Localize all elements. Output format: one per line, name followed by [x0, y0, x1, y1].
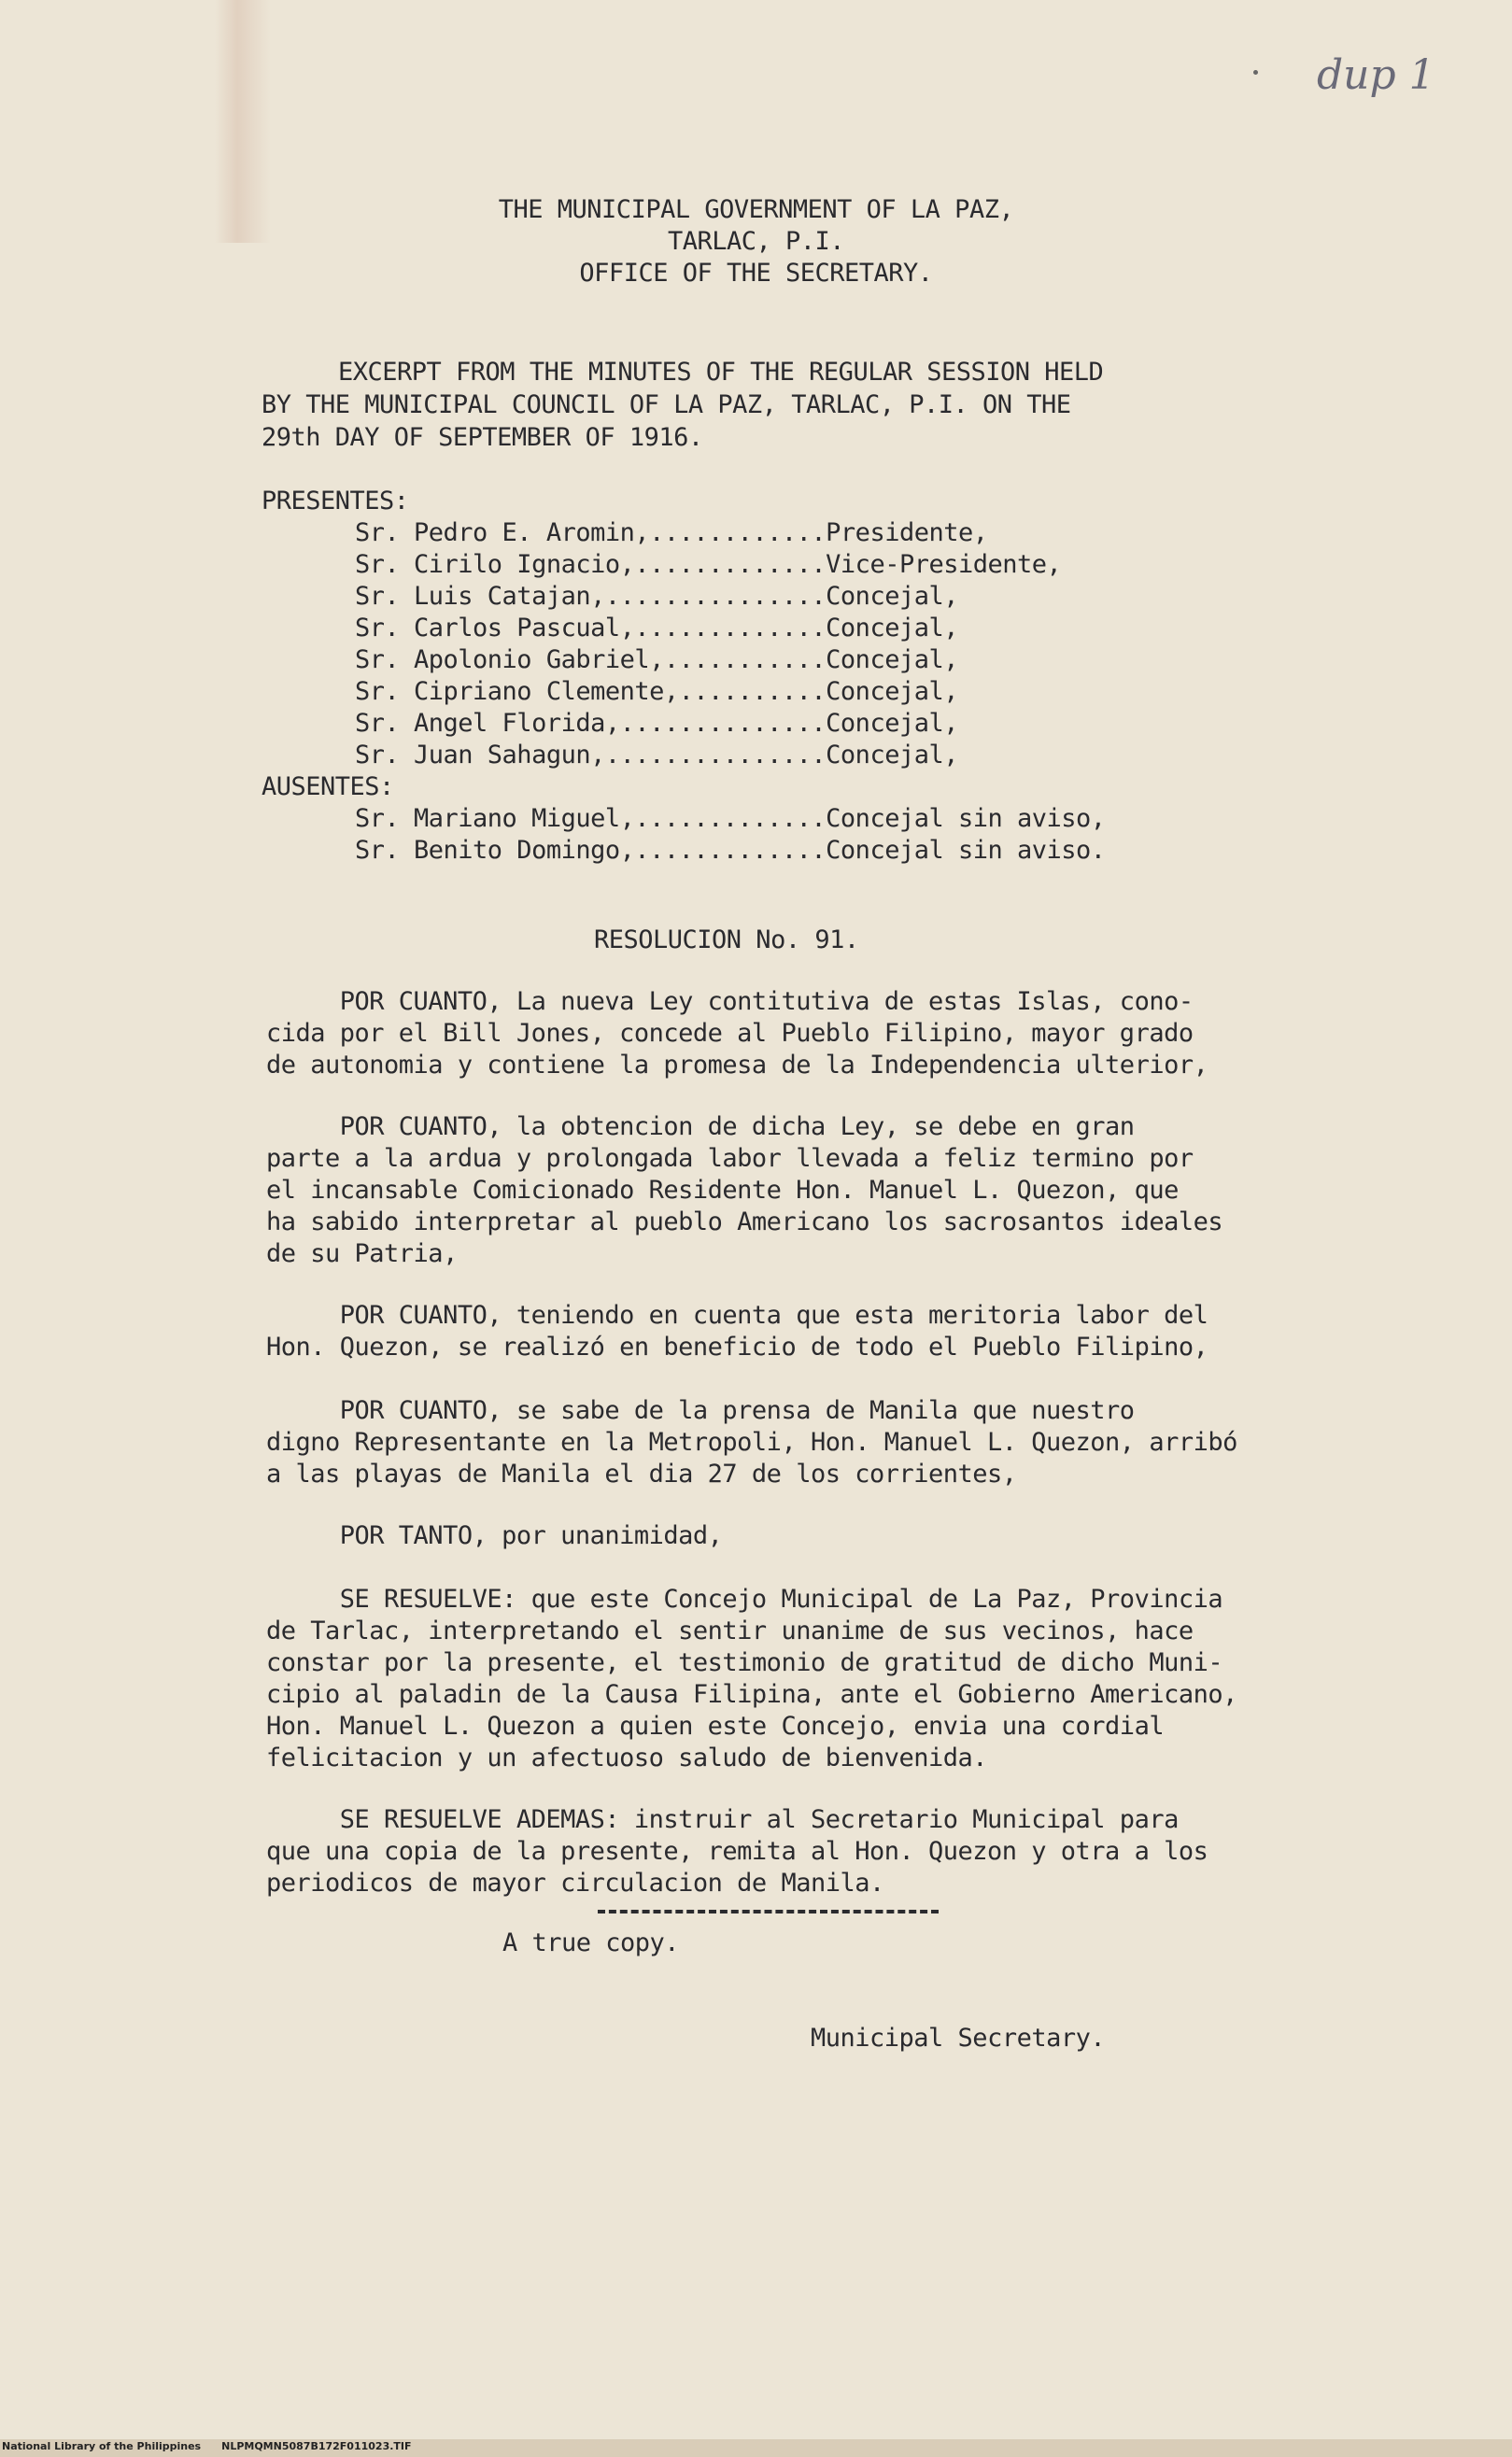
ausentes-label: AUSENTES: [261, 772, 394, 801]
attendee-row: Sr. Cipriano Clemente,..........Concejal, [355, 677, 958, 706]
attendee-row: Sr. Juan Sahagun,...............Concejal, [355, 741, 958, 770]
header-line-3: OFFICE OF THE SECRETARY. [579, 259, 933, 288]
resolution-title: RESOLUCION No. 91. [594, 925, 859, 954]
paragraph-line: POR TANTO, por unanimidad, [266, 1521, 723, 1550]
paragraph-line: a las playas de Manila el dia 27 de los corrientes, [266, 1460, 1017, 1489]
attendee-row: Sr. Carlos Pascual,.............Concejal, [355, 614, 958, 642]
separator-dashed-line [598, 1910, 939, 1913]
paragraph-line: que una copia de la presente, remita al Hon. Quezon y otra a los [266, 1837, 1208, 1866]
header-line-2: TARLAC, P.I. [667, 227, 845, 256]
absentee-row: Sr. Mariano Miguel,.............Concejal sin aviso, [355, 804, 1106, 833]
paragraph-line: felicitacion y un afectuoso saludo de bienvenida. [266, 1744, 988, 1772]
attendee-row: Sr. Angel Florida,..............Concejal, [355, 709, 958, 738]
presentes-label: PRESENTES: [261, 487, 409, 515]
paragraph-line: constar por la presente, el testimonio de gratitud de dicho Muni- [266, 1648, 1223, 1677]
paragraph-line: de autonomia y contiene la promesa de la Independencia ulterior, [266, 1051, 1208, 1080]
signatory-label: Municipal Secretary. [811, 2024, 1106, 2053]
paragraph-line: ha sabido interpretar al pueblo Americano los sacrosantos ideales [266, 1207, 1223, 1236]
library-name: National Library of the Philippines [2, 2440, 202, 2452]
ink-dot [1253, 70, 1258, 75]
paragraph-line: digno Representante en la Metropoli, Hon. Manuel L. Quezon, arribó [266, 1428, 1237, 1457]
paragraph-line: de Tarlac, interpretando el sentir unanime de sus vecinos, hace [266, 1617, 1194, 1645]
handwritten-annotation: dup 1 [1317, 51, 1435, 99]
paragraph-line: POR CUANTO, la obtencion de dicha Ley, se debe en gran [266, 1112, 1135, 1141]
paragraph-line: SE RESUELVE ADEMAS: instruir al Secretario Municipal para [266, 1805, 1179, 1834]
paragraph-line: el incansable Comicionado Residente Hon. Manuel L. Quezon, que [266, 1176, 1179, 1205]
attendee-row: Sr. Pedro E. Aromin,............Presidente, [355, 518, 988, 547]
absentee-row: Sr. Benito Domingo,.............Concejal sin aviso. [355, 836, 1106, 865]
attendee-row: Sr. Luis Catajan,...............Concejal, [355, 582, 958, 611]
header-line-1: THE MUNICIPAL GOVERNMENT OF LA PAZ, [498, 195, 1014, 224]
excerpt-line-2: BY THE MUNICIPAL COUNCIL OF LA PAZ, TARLAC, P.I. ON THE [261, 390, 1071, 419]
scan-footer [2, 2440, 432, 2452]
attendee-row: Sr. Cirilo Ignacio,.............Vice-Presidente, [355, 550, 1062, 579]
file-id: NLPMQMN5087B172F011023.TIF [221, 2440, 412, 2452]
paragraph-line: SE RESUELVE: que este Concejo Municipal de La Paz, Provincia [266, 1585, 1223, 1614]
true-copy-label: A true copy. [502, 1928, 680, 1957]
excerpt-line-1: EXCERPT FROM THE MINUTES OF THE REGULAR SESSION HELD [338, 358, 1104, 387]
excerpt-line-3: 29th DAY OF SEPTEMBER OF 1916. [261, 423, 703, 452]
paragraph-line: periodicos de mayor circulacion de Manila. [266, 1869, 884, 1898]
paragraph-line: cipio al paladin de la Causa Filipina, ante el Gobierno Americano, [266, 1680, 1237, 1709]
paragraph-line: Hon. Quezon, se realizó en beneficio de todo el Pueblo Filipino, [266, 1333, 1208, 1362]
paragraph-line: POR CUANTO, se sabe de la prensa de Manila que nuestro [266, 1396, 1135, 1425]
paragraph-line: POR CUANTO, teniendo en cuenta que esta meritoria labor del [266, 1301, 1208, 1330]
attendee-row: Sr. Apolonio Gabriel,...........Concejal, [355, 645, 958, 674]
paragraph-line: de su Patria, [266, 1239, 458, 1268]
paragraph-line: Hon. Manuel L. Quezon a quien este Concejo, envia una cordial [266, 1712, 1165, 1741]
paragraph-line: POR CUANTO, La nueva Ley contitutiva de estas Islas, cono- [266, 987, 1194, 1016]
paragraph-line: parte a la ardua y prolongada labor llevada a feliz termino por [266, 1144, 1194, 1173]
paragraph-line: cida por el Bill Jones, concede al Pueblo Filipino, mayor grado [266, 1019, 1194, 1048]
